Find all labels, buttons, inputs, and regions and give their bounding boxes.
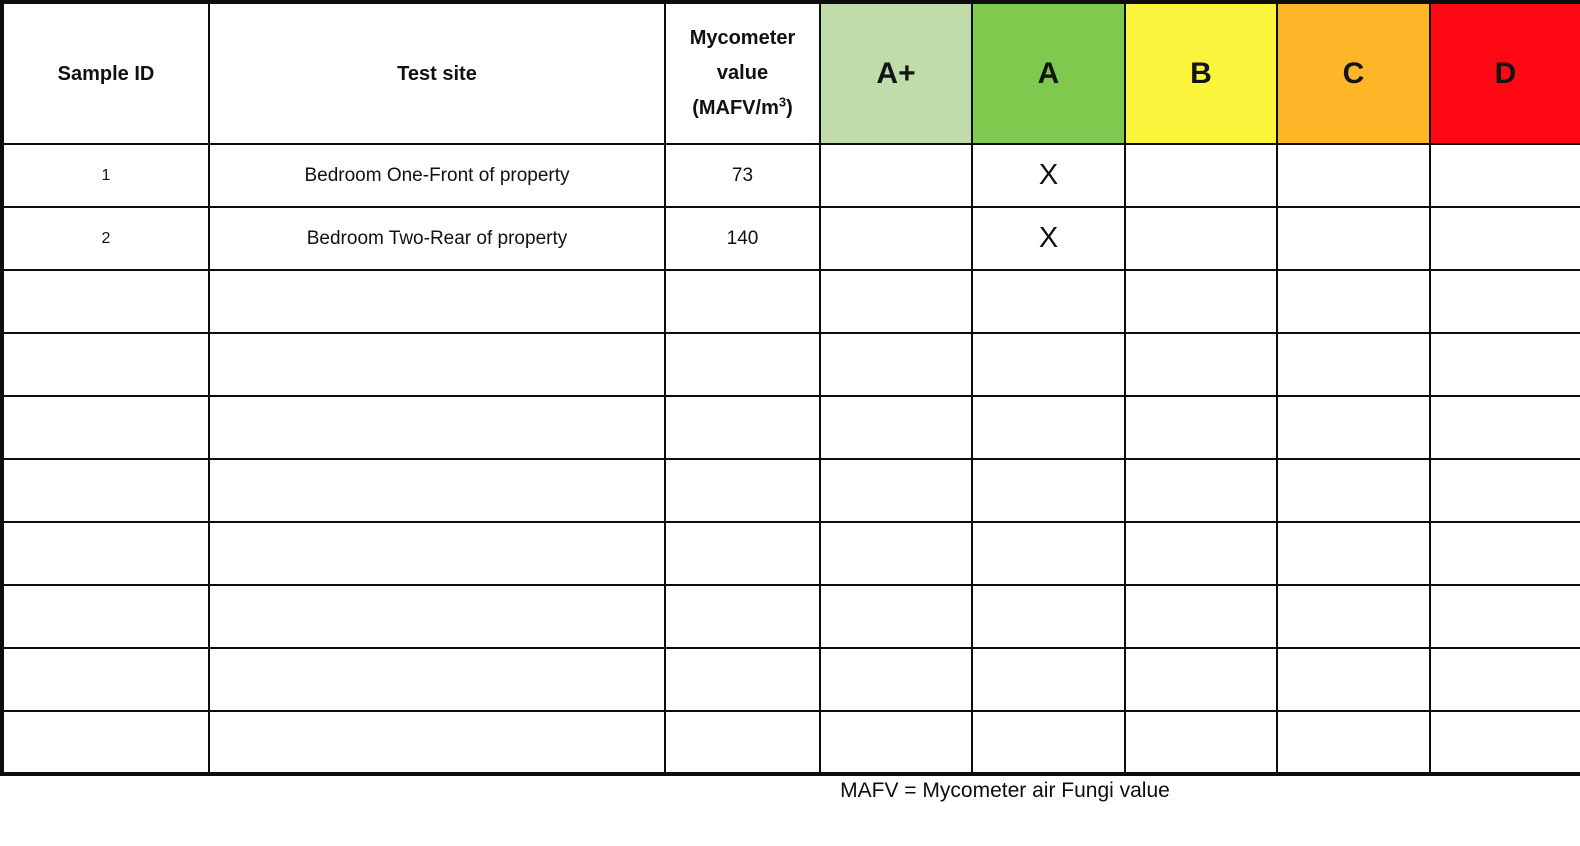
empty-row: [2, 270, 1580, 333]
header-grade-d: D: [1430, 2, 1580, 144]
empty-cell: [2, 459, 209, 522]
empty-cell: [972, 522, 1125, 585]
grade-mark-cell-a: X: [972, 144, 1125, 207]
empty-cell: [1430, 396, 1580, 459]
header-grade-c: C: [1277, 2, 1430, 144]
empty-cell: [665, 585, 820, 648]
empty-cell: [972, 333, 1125, 396]
empty-cell: [209, 648, 665, 711]
table-row: [2, 207, 1580, 270]
empty-cell: [665, 522, 820, 585]
mycometer-value-cell: 140: [665, 207, 820, 270]
empty-cell: [665, 270, 820, 333]
grade-mark-cell-c: [1277, 207, 1430, 270]
empty-cell: [1277, 648, 1430, 711]
empty-cell: [665, 396, 820, 459]
empty-cell: [665, 459, 820, 522]
empty-cell: [1125, 585, 1277, 648]
grade-mark-cell-b: [1125, 144, 1277, 207]
mycometer-word: Mycometer: [689, 27, 796, 49]
header-test-site-label: Test site: [397, 62, 477, 85]
sample-id-cell: 2: [2, 207, 209, 270]
empty-cell: [209, 711, 665, 774]
empty-cell: [972, 711, 1125, 774]
empty-cell: [1277, 585, 1430, 648]
empty-cell: [665, 333, 820, 396]
table-row: [2, 144, 1580, 207]
empty-cell: [820, 459, 972, 522]
grade-mark-cell-a: X: [972, 207, 1125, 270]
empty-cell: [1125, 270, 1277, 333]
header-mycometer-label: [666, 21, 819, 126]
empty-row: [2, 396, 1580, 459]
test-site-cell: Bedroom One-Front of property: [209, 144, 665, 207]
empty-cell: [1430, 459, 1580, 522]
header-test-site: [209, 2, 665, 144]
empty-cell: [209, 333, 665, 396]
empty-cell: [1125, 648, 1277, 711]
empty-rows: [2, 270, 1580, 774]
empty-cell: [1430, 522, 1580, 585]
empty-cell: [2, 333, 209, 396]
empty-cell: [1277, 459, 1430, 522]
empty-cell: [1277, 270, 1430, 333]
empty-cell: [1125, 711, 1277, 774]
grade-mark-cell-d: [1430, 207, 1580, 270]
empty-cell: [2, 711, 209, 774]
empty-cell: [2, 522, 209, 585]
empty-cell: [2, 270, 209, 333]
empty-cell: [209, 522, 665, 585]
empty-cell: [2, 396, 209, 459]
empty-cell: [1125, 396, 1277, 459]
empty-row: [2, 585, 1580, 648]
empty-cell: [820, 711, 972, 774]
mycometer-unit-pre: (MAFV/m: [692, 97, 779, 119]
empty-cell: [820, 396, 972, 459]
empty-cell: [1430, 648, 1580, 711]
grade-mark-cell-a-plus: [820, 207, 972, 270]
header-mycometer-value: [665, 2, 820, 144]
test-site-cell: Bedroom Two-Rear of property: [209, 207, 665, 270]
empty-cell: [2, 648, 209, 711]
grade-mark-cell-b: [1125, 207, 1277, 270]
empty-cell: [209, 396, 665, 459]
empty-cell: [972, 648, 1125, 711]
empty-cell: [972, 270, 1125, 333]
mycometer-unit-post: ): [786, 97, 793, 119]
empty-row: [2, 711, 1580, 774]
grade-mark-cell-a-plus: [820, 144, 972, 207]
empty-cell: [209, 270, 665, 333]
empty-cell: [1430, 585, 1580, 648]
empty-cell: [1430, 270, 1580, 333]
empty-cell: [1277, 522, 1430, 585]
grade-mark-cell-c: [1277, 144, 1430, 207]
header-sample-id: [2, 2, 209, 144]
header-grade-b: B: [1125, 2, 1277, 144]
empty-row: [2, 333, 1580, 396]
empty-cell: [820, 333, 972, 396]
empty-cell: [665, 711, 820, 774]
empty-cell: [820, 522, 972, 585]
empty-cell: [1277, 333, 1430, 396]
empty-cell: [1277, 396, 1430, 459]
header-grade-a-plus: A+: [820, 2, 972, 144]
table-header-row: [2, 2, 1580, 144]
empty-cell: [972, 396, 1125, 459]
empty-cell: [1277, 711, 1430, 774]
mycometer-unit-sup: 3: [778, 94, 787, 110]
empty-cell: [820, 648, 972, 711]
empty-cell: [972, 585, 1125, 648]
empty-cell: [1125, 459, 1277, 522]
sample-id-cell: 1: [2, 144, 209, 207]
grade-mark-cell-d: [1430, 144, 1580, 207]
empty-cell: [665, 648, 820, 711]
mycometer-value-cell: 73: [665, 144, 820, 207]
empty-cell: [820, 585, 972, 648]
empty-cell: [820, 270, 972, 333]
empty-cell: [1125, 333, 1277, 396]
empty-cell: [1125, 522, 1277, 585]
empty-row: [2, 522, 1580, 585]
empty-row: [2, 648, 1580, 711]
mycometer-value-word: value: [716, 62, 769, 84]
empty-cell: [2, 585, 209, 648]
empty-cell: [1430, 711, 1580, 774]
footnote: MAFV = Mycometer air Fungi value: [840, 779, 1170, 802]
empty-cell: [209, 585, 665, 648]
header-grade-a: A: [972, 2, 1125, 144]
header-sample-id-label: Sample ID: [57, 62, 155, 85]
empty-row: [2, 459, 1580, 522]
empty-cell: [972, 459, 1125, 522]
empty-cell: [209, 459, 665, 522]
empty-cell: [1430, 333, 1580, 396]
